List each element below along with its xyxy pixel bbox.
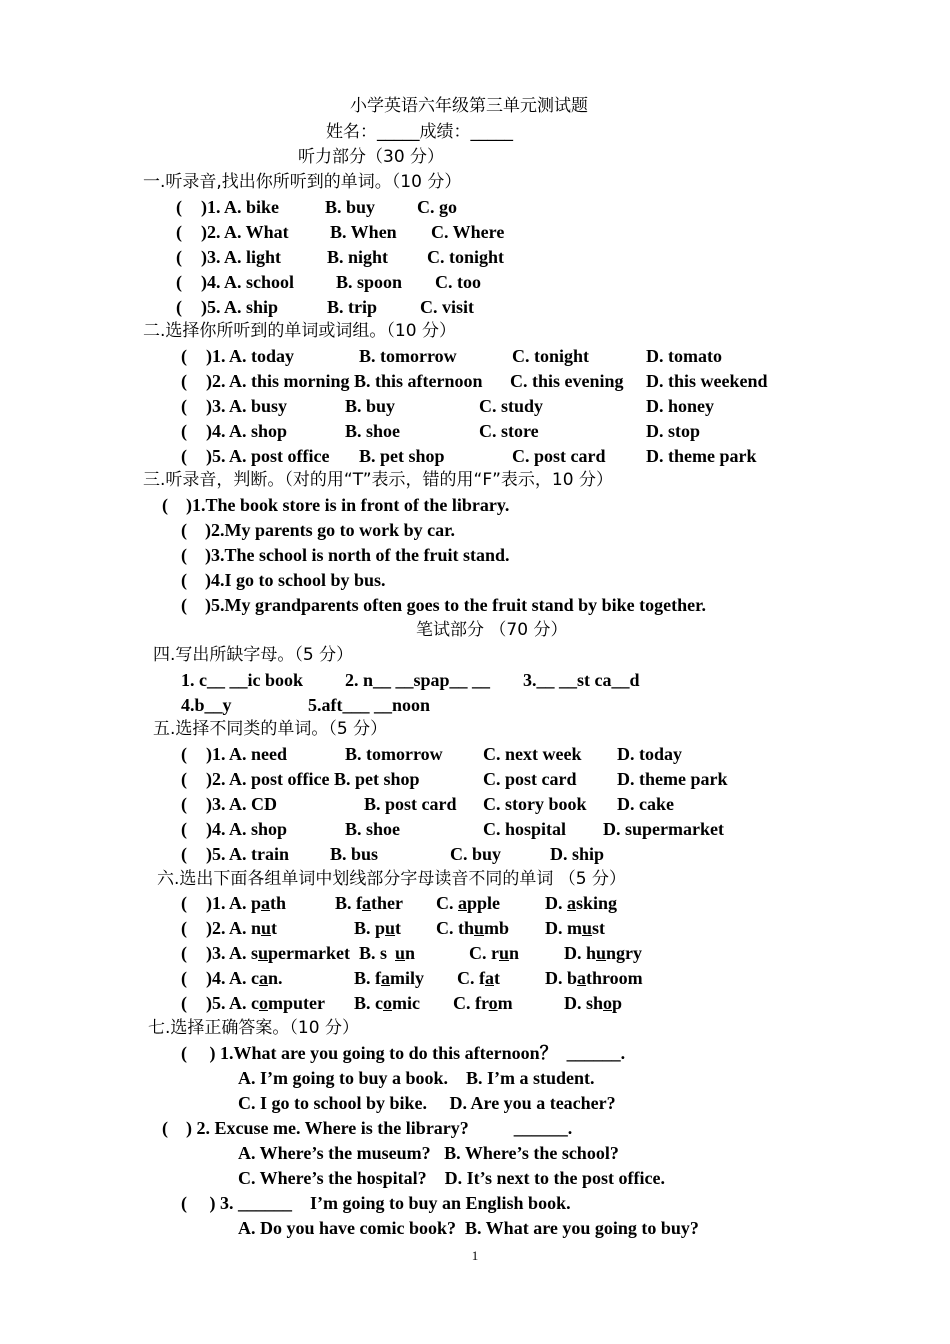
- option-text: B. night: [327, 247, 389, 267]
- option-text: C. post card: [483, 769, 577, 789]
- underlined-letter: u: [499, 943, 510, 963]
- option-text: [206, 967, 283, 989]
- option-text: C. tonight: [427, 247, 505, 267]
- option-text: )2. A. this morning B. this afternoon: [206, 371, 483, 391]
- option-suffix: t: [271, 918, 278, 938]
- s7-question-2: ( ) 2. Excuse me. Where is the library? ______.: [162, 1118, 573, 1138]
- underlined-letter: a: [577, 968, 587, 988]
- option-text: [436, 917, 509, 939]
- option-text: [206, 892, 286, 914]
- s7-q1-options-ab: A. I’m going to buy a book. B. I’m a student.: [238, 1068, 595, 1088]
- s3-item-4: ( )4.I go to school by bus.: [181, 570, 386, 590]
- option-prefix: (: [181, 968, 187, 988]
- underlined-letter: u: [582, 918, 593, 938]
- option-text: D. theme park: [646, 446, 757, 466]
- answer-paren: (: [181, 371, 187, 391]
- option-prefix: C. fr: [453, 993, 489, 1013]
- name-grade-line: 姓名：_____成绩：_____: [326, 122, 513, 142]
- option-prefix: D. sh: [564, 993, 604, 1013]
- s7-q2-options-cd: C. Where’s the hospital? D. It’s next to the post office.: [238, 1168, 665, 1188]
- option-text: )2. A. post office B. pet shop: [206, 769, 420, 789]
- s7-q3-options-ab: A. Do you have comic book? B. What are you going to buy?: [238, 1218, 699, 1238]
- option-suffix: sking: [576, 893, 618, 913]
- option-suffix: pple: [467, 893, 501, 913]
- option-text: D. tomato: [646, 346, 722, 366]
- section1-heading: 一.听录音,找出你所听到的单词。（10 分）: [143, 172, 462, 192]
- answer-paren: (: [181, 421, 187, 441]
- option-suffix: t: [494, 968, 500, 988]
- option-text: )4. A. shop: [206, 819, 288, 839]
- option-text: [545, 892, 617, 914]
- page-number: 1: [471, 1248, 479, 1263]
- underlined-letter: u: [474, 918, 485, 938]
- underlined-letter: a: [261, 893, 271, 913]
- option-text: B. trip: [327, 297, 378, 317]
- answer-paren: (: [181, 794, 187, 814]
- option-text: B. post card: [364, 794, 457, 814]
- option-text: C. story book: [483, 794, 587, 814]
- option-text: )1. A. today: [206, 346, 295, 366]
- option-suffix: t: [395, 918, 402, 938]
- option-text: [354, 967, 424, 989]
- option-text: C. study: [479, 396, 544, 416]
- option-text: [395, 942, 415, 964]
- s4-word-4: 4.b__y: [181, 695, 232, 715]
- listening-heading: 听力部分（30 分）: [298, 147, 445, 167]
- option-text: )5. A. ship: [201, 297, 279, 317]
- option-text: C. hospital: [483, 819, 567, 839]
- s7-q2-options-ab: A. Where’s the museum? B. Where’s the school?: [238, 1143, 619, 1163]
- option-prefix: B. c: [354, 993, 383, 1013]
- option-text: C. store: [479, 421, 539, 441]
- option-suffix: permarket B. s: [268, 943, 388, 963]
- option-text: [545, 967, 643, 989]
- option-text: D. honey: [646, 396, 715, 416]
- option-text: [453, 992, 513, 1014]
- option-prefix: D. b: [545, 968, 578, 988]
- option-text: )3. A. light: [201, 247, 282, 267]
- s3-item-5: ( )5.My grandparents often goes to the fruit stand by bike together.: [181, 595, 706, 615]
- section6-heading: 六.选出下面各组单词中划线部分字母读音不同的单词 （5 分）: [157, 869, 627, 889]
- option-text: [206, 992, 325, 1014]
- option-suffix: n: [509, 943, 520, 963]
- answer-paren: (: [181, 844, 187, 864]
- underlined-letter: o: [603, 993, 613, 1013]
- section4-heading: 四.写出所缺字母。（5 分）: [153, 645, 354, 665]
- option-text: D. stop: [646, 421, 701, 441]
- option-text: [335, 892, 403, 914]
- answer-paren: (: [176, 247, 182, 267]
- option-text: [545, 917, 605, 939]
- option-text: [469, 942, 519, 964]
- option-suffix: st: [592, 918, 606, 938]
- answer-paren: [181, 917, 187, 939]
- s4-word-1: 1. c__ __ic book: [181, 670, 304, 690]
- option-text: B. shoe: [345, 421, 401, 441]
- option-text: )5. A. train: [206, 844, 289, 864]
- option-suffix: mic: [392, 993, 420, 1013]
- underlined-letter: o: [383, 993, 392, 1013]
- section5-heading: 五.选择不同类的单词。（5 分）: [153, 719, 388, 739]
- option-prefix: (: [181, 943, 187, 963]
- option-prefix: )2. A. n: [206, 918, 262, 938]
- option-text: )3. A. CD: [206, 794, 277, 814]
- option-text: )1. A. need: [206, 744, 287, 764]
- s7-question-1: ( ) 1.What are you going to do this afternoon？ ______.: [181, 1043, 626, 1063]
- option-text: B. tomorrow: [345, 744, 443, 764]
- underlined-letter: u: [258, 943, 269, 963]
- option-text: B. shoe: [345, 819, 401, 839]
- s4-word-2: 2. n__ __spap__ __: [345, 670, 491, 690]
- option-suffix: ngry: [606, 943, 643, 963]
- answer-paren: [181, 992, 187, 1014]
- option-text: B. When: [330, 222, 397, 242]
- s4-word-5: 5.aft___ __noon: [308, 695, 431, 715]
- option-text: D. theme park: [617, 769, 728, 789]
- answer-paren: (: [181, 819, 187, 839]
- option-suffix: m: [497, 993, 513, 1013]
- option-text: C. visit: [420, 297, 474, 317]
- option-prefix: )4. A. c: [206, 968, 259, 988]
- option-prefix: B. p: [354, 918, 386, 938]
- option-text: C. next week: [483, 744, 582, 764]
- option-text: )4. A. school: [201, 272, 295, 292]
- option-prefix: C. f: [457, 968, 485, 988]
- underlined-letter: a: [362, 893, 371, 913]
- option-text: [457, 967, 500, 989]
- option-prefix: (: [181, 918, 187, 938]
- written-heading: 笔试部分 （70 分）: [416, 620, 568, 640]
- answer-paren: (: [176, 222, 182, 242]
- option-suffix: p: [612, 993, 623, 1013]
- section3-heading: 三.听录音，判断。（对的用“T”表示，错的用“F”表示，10 分）: [143, 470, 613, 490]
- answer-paren: (: [181, 396, 187, 416]
- option-text: [206, 917, 277, 939]
- option-text: )2. A. What: [201, 222, 289, 242]
- underlined-letter: o: [488, 993, 498, 1013]
- underlined-letter: a: [458, 893, 467, 913]
- underlined-letter: u: [385, 918, 396, 938]
- option-text: D. this weekend: [646, 371, 768, 391]
- option-prefix: (: [181, 893, 187, 913]
- option-prefix: D. h: [564, 943, 597, 963]
- underlined-letter: o: [259, 993, 268, 1013]
- option-text: )5. A. post office: [206, 446, 330, 466]
- s7-q1-options-cd: C. I go to school by bike. D. Are you a teacher?: [238, 1093, 616, 1113]
- option-text: [564, 942, 642, 964]
- s3-item-2: ( )2.My parents go to work by car.: [181, 520, 455, 540]
- option-text: C. go: [417, 197, 457, 217]
- option-prefix: C.: [436, 893, 458, 913]
- answer-paren: [181, 892, 187, 914]
- section2-heading: 二.选择你所听到的单词或词组。（10 分）: [143, 321, 456, 341]
- section7-heading: 七.选择正确答案。（10 分）: [148, 1018, 359, 1038]
- option-prefix: D. m: [545, 918, 582, 938]
- option-text: C. buy: [450, 844, 502, 864]
- s7-question-3: ( ) 3. ______ I’m going to buy an English book.: [181, 1193, 571, 1213]
- answer-paren: [181, 967, 187, 989]
- option-text: )1. A. bike: [201, 197, 280, 217]
- option-text: B. tomorrow: [359, 346, 457, 366]
- s3-item-1: ( )1.The book store is in front of the library.: [162, 495, 510, 515]
- option-text: C. post card: [512, 446, 606, 466]
- answer-paren: (: [181, 446, 187, 466]
- option-text: [206, 942, 387, 964]
- s4-word-3: 3.__ __st ca__d: [523, 670, 640, 690]
- option-text: [436, 892, 500, 914]
- underlined-letter: u: [395, 943, 406, 963]
- s3-item-3: ( )3.The school is north of the fruit stand.: [181, 545, 510, 565]
- answer-paren: (: [176, 272, 182, 292]
- option-text: C. Where: [431, 222, 505, 242]
- option-prefix: B. f: [335, 893, 362, 913]
- answer-paren: (: [181, 769, 187, 789]
- option-text: D. supermarket: [603, 819, 724, 839]
- option-prefix: )1. A. p: [206, 893, 262, 913]
- option-prefix: (: [181, 993, 187, 1013]
- option-prefix: D.: [545, 893, 567, 913]
- option-text: D. today: [617, 744, 683, 764]
- option-prefix: )5. A. c: [206, 993, 259, 1013]
- option-prefix: C. th: [436, 918, 475, 938]
- option-suffix: ther: [371, 893, 403, 913]
- underlined-letter: u: [596, 943, 607, 963]
- option-suffix: throom: [586, 968, 643, 988]
- option-suffix: mputer: [268, 993, 325, 1013]
- option-text: )3. A. busy: [206, 396, 288, 416]
- underlined-letter: a: [259, 968, 268, 988]
- option-text: C. too: [435, 272, 481, 292]
- underlined-letter: u: [261, 918, 272, 938]
- option-prefix: )3. A. s: [206, 943, 259, 963]
- answer-paren: (: [176, 297, 182, 317]
- option-text: B. buy: [325, 197, 376, 217]
- option-text: B. bus: [330, 844, 379, 864]
- underlined-letter: a: [485, 968, 494, 988]
- option-suffix: mb: [484, 918, 510, 938]
- option-suffix: th: [270, 893, 287, 913]
- option-text: )4. A. shop: [206, 421, 288, 441]
- option-text: [564, 992, 622, 1014]
- option-suffix: mily: [390, 968, 424, 988]
- option-prefix: B. f: [354, 968, 381, 988]
- answer-paren: [181, 942, 187, 964]
- answer-paren: (: [181, 346, 187, 366]
- option-text: B. spoon: [336, 272, 403, 292]
- answer-paren: (: [176, 197, 182, 217]
- option-text: C. tonight: [512, 346, 590, 366]
- option-text: [354, 992, 420, 1014]
- underlined-letter: a: [567, 893, 576, 913]
- option-text: D. cake: [617, 794, 674, 814]
- option-suffix: n.: [268, 968, 283, 988]
- option-suffix: n: [405, 943, 416, 963]
- option-prefix: C. r: [469, 943, 499, 963]
- answer-paren: (: [181, 744, 187, 764]
- underlined-letter: a: [381, 968, 390, 988]
- option-text: B. buy: [345, 396, 396, 416]
- page-title: 小学英语六年级第三单元测试题: [350, 96, 588, 116]
- option-text: [354, 917, 401, 939]
- option-text: D. ship: [550, 844, 605, 864]
- option-text: B. pet shop: [359, 446, 445, 466]
- option-text: C. this evening: [510, 371, 624, 391]
